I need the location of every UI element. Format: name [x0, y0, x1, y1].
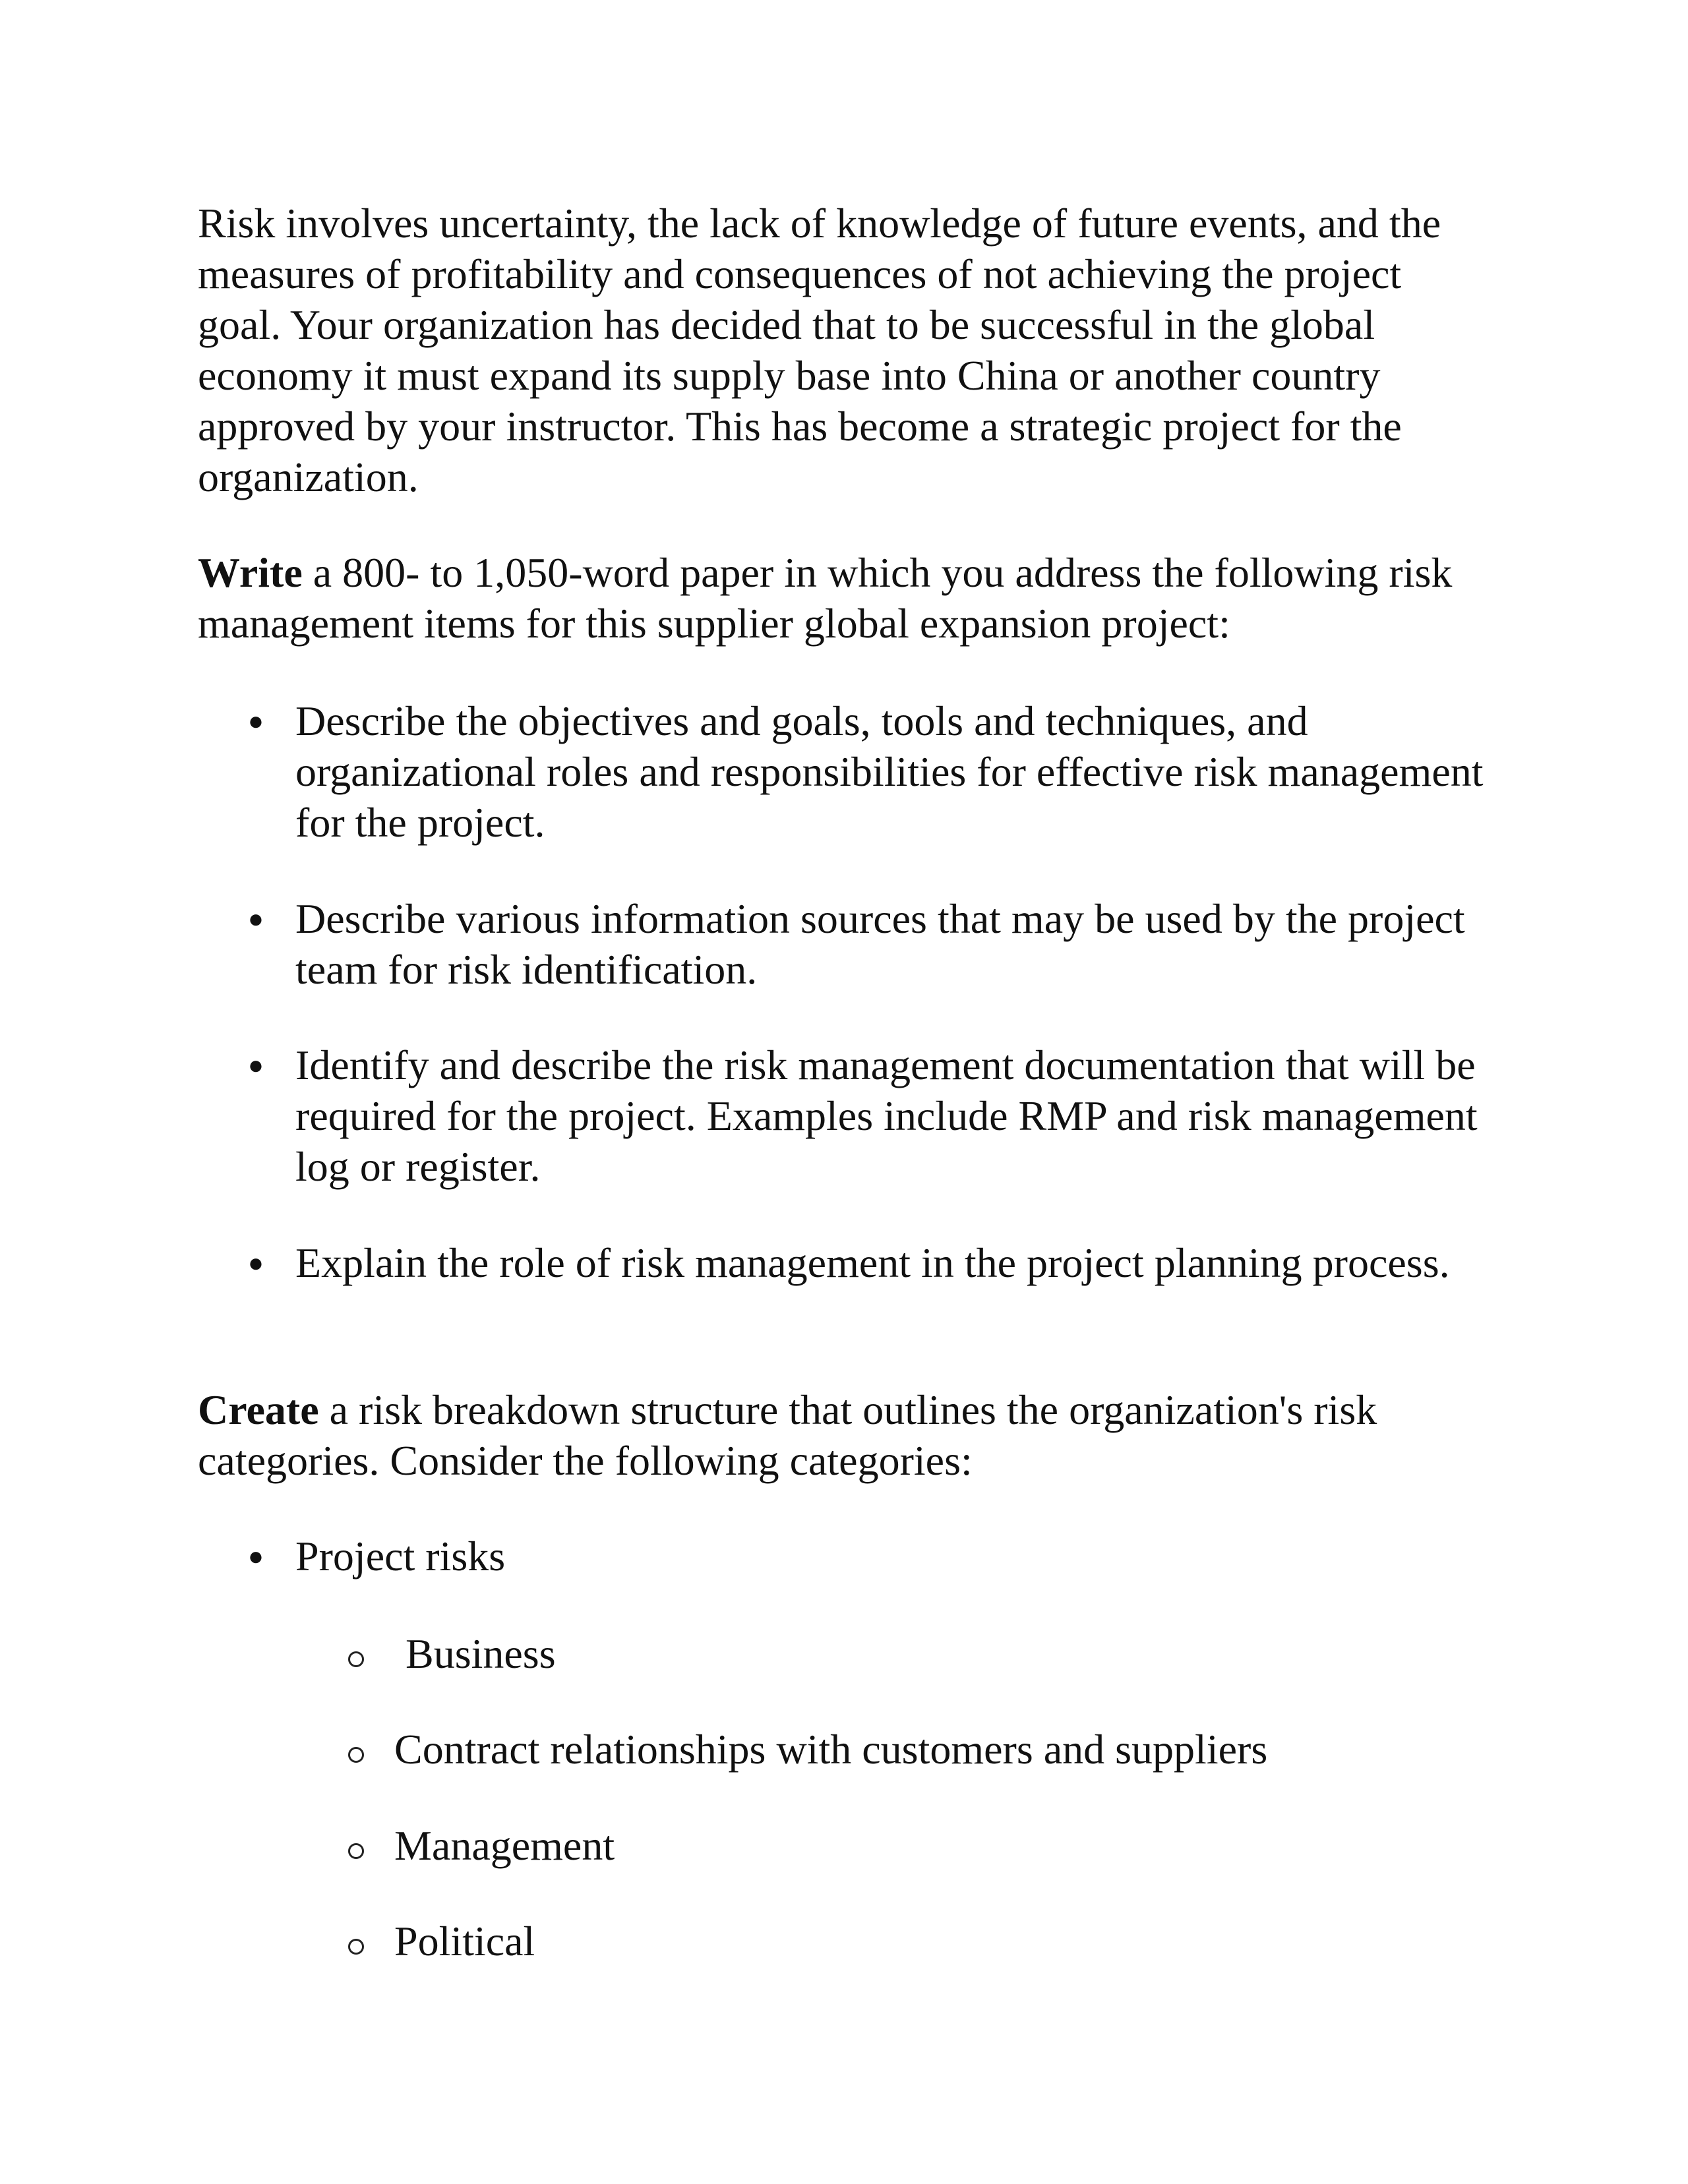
circle-bullet-icon: [348, 1651, 364, 1667]
bullet-icon: ●: [247, 1050, 264, 1080]
circle-bullet-icon: [348, 1843, 364, 1859]
intro-paragraph: Risk involves uncertainty, the lack of knowledge of future events, and the measures of profitability and consequences of not achieving the project goal. Your organization has decided that to be successful in the global economy it must expand its supply base into China or another country approved by your instructor. This has become a strategic project for the organization.: [198, 200, 1441, 500]
create-keyword: Create: [198, 1386, 319, 1433]
bullet-icon: ●: [247, 1541, 264, 1571]
circle-bullet-icon: [348, 1747, 364, 1763]
bullet-item-project-risks: [247, 1531, 1495, 1581]
create-text: a risk breakdown structure that outlines the organization's risk categories. Consider the following categories:: [198, 1386, 1377, 1484]
write-keyword: Write: [198, 549, 303, 596]
bullet-item-documentation: [247, 1040, 1495, 1192]
bullet-item-objectives: [247, 695, 1495, 848]
bullet-text: Identify and describe the risk management documentation that will be required for the project. Examples include RMP and risk management log or register.: [295, 1042, 1478, 1190]
bullet-item-planning-role: [247, 1237, 1495, 1288]
sub-item-business: Business: [406, 1630, 556, 1677]
bullet-icon: ●: [247, 1248, 264, 1278]
create-paragraph: [198, 1384, 1490, 1486]
sub-item-contract-relationships: Contract relationships with customers and suppliers: [394, 1726, 1268, 1773]
bullet-text: Describe various information sources that may be used by the project team for risk identification.: [295, 895, 1465, 993]
write-text: a 800- to 1,050-word paper in which you address the following risk management items for this supplier global expansion project:: [198, 549, 1453, 647]
sub-item-management: Management: [394, 1822, 615, 1869]
bullet-icon: ●: [247, 904, 264, 933]
bullet-text: Describe the objectives and goals, tools and techniques, and organizational roles and responsibilities for effective risk management for the project.: [295, 697, 1484, 846]
write-paragraph: [198, 547, 1490, 649]
bullet-icon: ●: [247, 706, 264, 736]
bullet-text: Project risks: [295, 1533, 506, 1579]
circle-bullet-icon: [348, 1939, 364, 1955]
bullet-item-information-sources: [247, 893, 1495, 995]
sub-item-political: Political: [394, 1918, 535, 1964]
bullet-text: Explain the role of risk management in the project planning process.: [295, 1239, 1450, 1286]
